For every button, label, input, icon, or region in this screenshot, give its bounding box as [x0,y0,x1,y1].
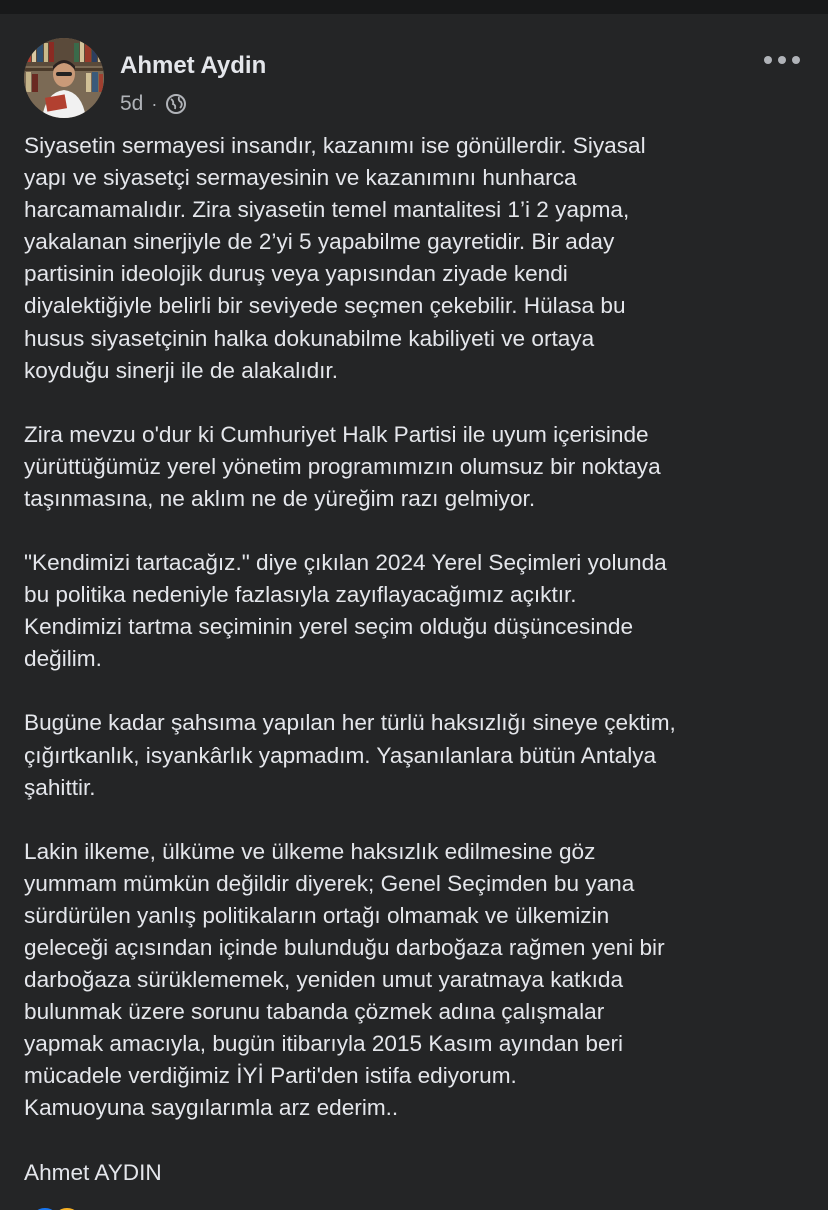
post-paragraph: Lakin ilkeme, ülküme ve ülkeme haksızlık edilmesine göz yummam mümkün değildir diyerek; Genel Seçimden bu yana sürdürülen yanlış politikaların ortağı olmamak ve ülkemizin geleceği açısından içinde bulunduğu darboğaza rağmen yeni bir darboğaza sürüklememek, yeniden umut yaratmaya katkıda bulunmak üzere sorunu tabanda çözmek adına çalışmalar yapmak amacıyla, bugün itibarıyla 2015 Kasım ayından beri mücadele verdiğimiz İYİ Parti'den istifa ediyorum. Kamuoyuna saygılarımla arz ederim.. [24,838,665,1121]
more-dot [792,56,800,64]
more-dot [778,56,786,64]
author-name[interactable]: Ahmet Aydin [120,52,267,79]
post-meta [120,92,187,116]
post-signature: Ahmet AYDIN [24,1159,162,1185]
top-strip [0,0,828,14]
reactions-summary[interactable] [28,1206,98,1210]
post-paragraph: Siyasetin sermayesi insandır, kazanımı ise gönüllerdir. Siyasal yapı ve siyasetçi sermayesinin ve kazanımını hunharca harcamamalıdır. Zira siyasetin temel mantalitesi 1’i 2 yapma, yakalanan sinerjiyle de 2’yi 5 yapabilme gayretidir. Bir aday partisinin ideolojik duruş veya yapısından ziyade kendi diyalektiğiyle belirli bir seviyede seçmen çekebilir. Hülasa bu husus siyasetçinin halka dokunabilme kabiliyeti ve ortaya koyduğu sinerji ile de alakalıdır. [24,133,646,383]
more-options-icon[interactable] [764,50,800,70]
more-dot [764,56,772,64]
post-paragraph: Bugüne kadar şahsıma yapılan her türlü haksızlığı sineye çektim, çığırtkanlık, isyankârlık yapmadım. Yaşanılanlara bütün Antalya şahittir. [24,710,676,800]
post-body [24,130,814,1189]
care-reaction-icon [50,1206,84,1210]
avatar[interactable] [24,38,104,118]
post-header [24,38,804,120]
post-paragraph: Zira mevzu o'dur ki Cumhuriyet Halk Partisi ile uyum içerisinde yürüttüğümüz yerel yönetim programımızın olumsuz bir noktaya taşınmasına, ne aklım ne de yüreğim razı gelmiyor. [24,421,661,511]
post-card [0,14,828,1210]
post-paragraph: "Kendimizi tartacağız." diye çıkılan 2024 Yerel Seçimleri yolunda bu politika nedeniyle fazlasıyla zayıflayacağımız açıktır. Kendimizi tartma seçiminin yerel seçim olduğu düşüncesinde değilim. [24,550,667,672]
globe-icon [165,93,187,115]
avatar-image [24,38,104,118]
post-timestamp[interactable]: 5d [120,92,144,115]
meta-separator: · [151,93,158,114]
